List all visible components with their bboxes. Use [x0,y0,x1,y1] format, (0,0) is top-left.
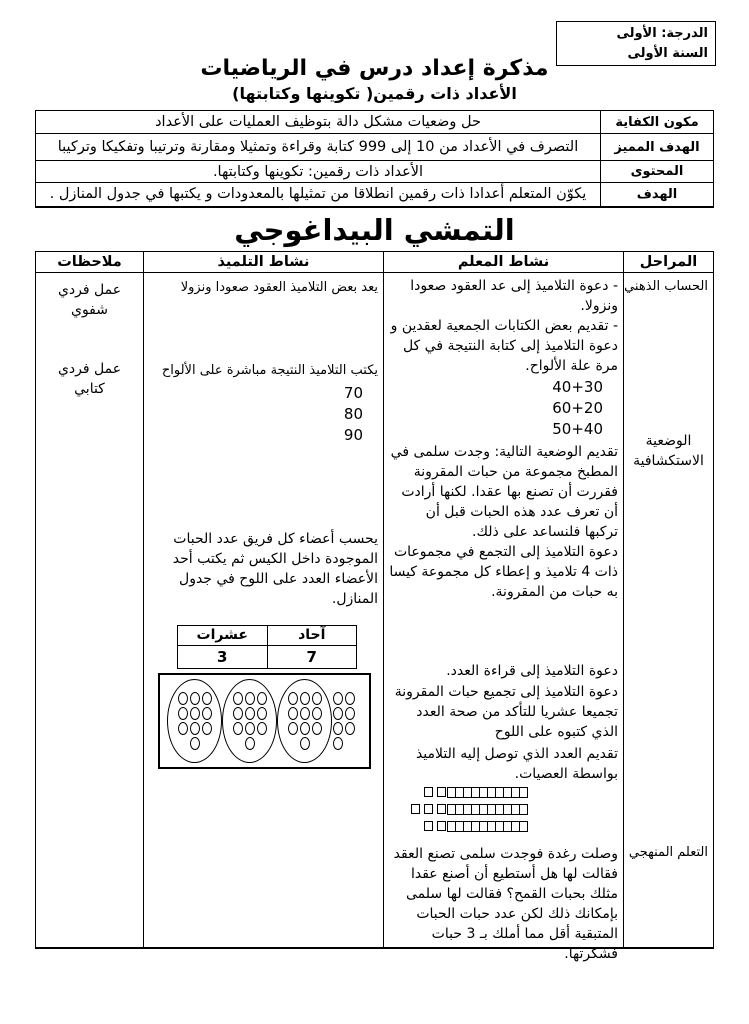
bead [245,707,255,720]
bead [233,722,243,735]
info-table [35,110,714,208]
strip-square [503,804,512,815]
bead [300,692,310,705]
table-row [36,183,714,207]
stages-column [623,273,713,947]
pedagogy-table [35,251,714,962]
teacher-paragraph: - تقديم بعض الكتابات الجمعية لعقدين و دعوة التلاميذ إلى كتابة النتيجة في كل مرة علة الألواح. [390,317,618,374]
bead [312,707,322,720]
bead [333,707,343,720]
strip-square [455,804,464,815]
strip-square [503,787,512,798]
strip-square [479,821,488,832]
bead [257,692,267,705]
pedagogy-table-body [36,273,713,962]
bead [190,722,200,735]
sum-line: 40+30 [552,377,603,396]
teacher-paragraph: دعوة التلاميذ إلى تجميع حبات المقرونة تجميعا عشريا للتأكد من صحة العدد الذي كتبوه على اللوح [394,683,618,740]
unit-squares [422,787,448,797]
table-row [178,645,357,668]
strip-square [487,804,496,815]
info-label-objective: الهدف المميز [601,134,714,161]
bead [233,692,243,705]
strip-square [463,804,472,815]
bead [333,692,343,705]
ten-beads-group [277,679,332,763]
bead [300,722,310,735]
answer-line: 70 [343,383,363,402]
place-value-header-ones: آحاد [267,625,357,645]
bead-groups-figure [158,673,371,769]
bead [300,737,310,750]
student-paragraph: يعد بعض التلاميذ العقود صعودا ونزولا [180,279,378,295]
strip-square [471,821,480,832]
info-label-competency: مكون الكفاية [601,111,714,134]
teacher-paragraph: تقديم العدد الذي توصل إليه التلاميذ بواسطة العصيات. [415,745,618,782]
tens-strips-figure [394,787,528,838]
bead [312,722,322,735]
sum-line: 50+40 [552,419,603,438]
unit-squares [409,804,448,814]
strip-square [495,821,504,832]
bead [245,737,255,750]
bead [202,707,212,720]
bead [190,707,200,720]
bead [178,722,188,735]
board-sums [384,377,623,440]
slate-answers [144,383,383,446]
grade-box [556,21,716,66]
strip-square [487,787,496,798]
strip-square [519,804,528,815]
info-label-goal: الهدف [601,183,714,207]
teacher-activity-column [383,273,623,962]
col-header-notes: ملاحظات [36,252,143,273]
bead [190,737,200,750]
student-paragraph: يحسب أعضاء كل فريق عدد الحبات الموجودة داخل الكيس ثم يكتب أحد الأعضاء العدد على اللوح في جدول المنازل. [172,530,378,607]
student-paragraph: يكتب التلاميذ النتيجة مباشرة على الألواح [161,362,378,378]
unit-square [424,821,433,831]
bead [288,692,298,705]
teacher-paragraph: - دعوة التلاميذ إلى عد العقود صعودا ونزولا. [410,277,618,314]
answer-line: 90 [343,425,363,444]
col-header-student-activity: نشاط التلميذ [143,252,383,273]
bead [288,707,298,720]
strip-square [447,787,456,798]
bead [288,722,298,735]
place-value-ones: 7 [267,645,357,668]
table-row [36,134,714,161]
note-individual-oral: عمل فردي شفوي [57,281,122,318]
info-content-goal: يكوّن المتعلم أعدادا ذات رقمين انطلاقا من تمثيلها بالمعدودات و يكتبها في جدول المنازل . [36,183,601,207]
notes-column [36,273,143,947]
bead [202,722,212,735]
bead [178,707,188,720]
place-value-table [177,625,357,669]
blocks-row [394,787,528,798]
info-content-content: الأعداد ذات رقمين: تكوينها وكتابتها. [36,161,601,183]
section-title: التمشي البيداغوجي [234,212,515,247]
strip-square [519,821,528,832]
tens-strip [448,804,528,815]
col-header-teacher-activity: نشاط المعلم [383,252,623,273]
place-value-header-tens: عشرات [178,625,268,645]
unit-square [437,821,446,831]
page-subtitle: الأعداد ذات رقمين( تكوينها وكتابتها) [232,84,517,103]
stage-methodical-learning: التعلم المنهجي [628,844,708,860]
strip-square [479,787,488,798]
bead [345,692,355,705]
unit-square [437,787,446,797]
teacher-paragraph: دعوة التلاميذ إلى التجمع في مجموعات ذات 4 تلاميذ و إعطاء كل مجموعة كيسا به حبات من المقرونة. [389,543,618,600]
strip-square [471,787,480,798]
note-individual-written: عمل فردي كتابي [57,360,122,397]
strip-square [519,787,528,798]
strip-square [479,804,488,815]
page-title: مذكرة إعداد درس في الرياضيات [200,56,549,81]
ten-beads-group [167,679,222,763]
unit-beads [332,691,362,751]
strip-square [463,787,472,798]
stage-exploration: الوضعية الاستكشافية [633,432,704,469]
bead [333,722,343,735]
info-content-objective: التصرف في الأعداد من 10 إلى 999 كتابة وقراءة وتمثيلا ومقارنة وترتيبا وتفكيكا وتركيبا [36,134,601,161]
bead [190,692,200,705]
table-row [36,161,714,183]
tens-strip [448,787,528,798]
bead [345,722,355,735]
bead [245,692,255,705]
strip-square [511,787,520,798]
strip-square [447,821,456,832]
unit-square [424,804,433,814]
bead [202,692,212,705]
unit-square [424,787,433,797]
table-row [36,111,714,134]
bead [345,707,355,720]
student-activity-column [143,273,383,947]
bead [257,722,267,735]
strip-square [495,804,504,815]
place-value-tens: 3 [178,645,268,668]
unit-squares [422,821,448,831]
bead [257,707,267,720]
info-content-competency: حل وضعيات مشكل دالة بتوظيف العمليات على الأعداد [36,111,601,134]
stage-mental-math: الحساب الذهني [624,278,708,294]
strip-square [511,804,520,815]
teacher-paragraph: وصلت رغدة فوجدت سلمى تصنع العقد فقالت لها هل أستطيع أن أصنع عقدا مثلك بحبات القمح؟ فقالت لها سلمى بإمكانك ذلك لكن عدد حبات الحبات المتبقية أقل مما أملك بـ 3 حبات فشكرتها. [393,845,618,962]
tens-strip [448,821,528,832]
blocks-row [394,821,528,832]
teacher-paragraph: دعوة التلاميذ إلى قراءة العدد. [446,662,618,679]
strip-square [455,787,464,798]
bead [245,722,255,735]
strip-square [495,787,504,798]
bead [333,737,343,750]
strip-square [447,804,456,815]
blocks-row [394,804,528,815]
strip-square [471,804,480,815]
bead [312,692,322,705]
strip-square [503,821,512,832]
strip-square [487,821,496,832]
unit-square [437,804,446,814]
bead [178,692,188,705]
info-label-content: المحتوى [601,161,714,183]
sum-line: 60+20 [552,398,603,417]
col-header-stages: المراحل [623,252,713,273]
bead [233,707,243,720]
strip-square [455,821,464,832]
teacher-paragraph: تقديم الوضعية التالية: وجدت سلمى في المطبخ مجموعة من حبات المقرونة فقررت أن تصنع بها عقدا. لكنها أرادت أن تعرف عدد هذه الحبات قبل أن تركبها فلنساعد على ذلك. [390,443,618,540]
bead [300,707,310,720]
strip-square [511,821,520,832]
grade-line: الدرجة: الأولى [616,26,708,41]
answer-line: 80 [343,404,363,423]
table-row [178,625,357,645]
unit-square [411,804,420,814]
ten-beads-group [222,679,277,763]
strip-square [463,821,472,832]
year-line: السنة الأولى [627,45,708,61]
pedagogy-table-header [36,252,713,273]
